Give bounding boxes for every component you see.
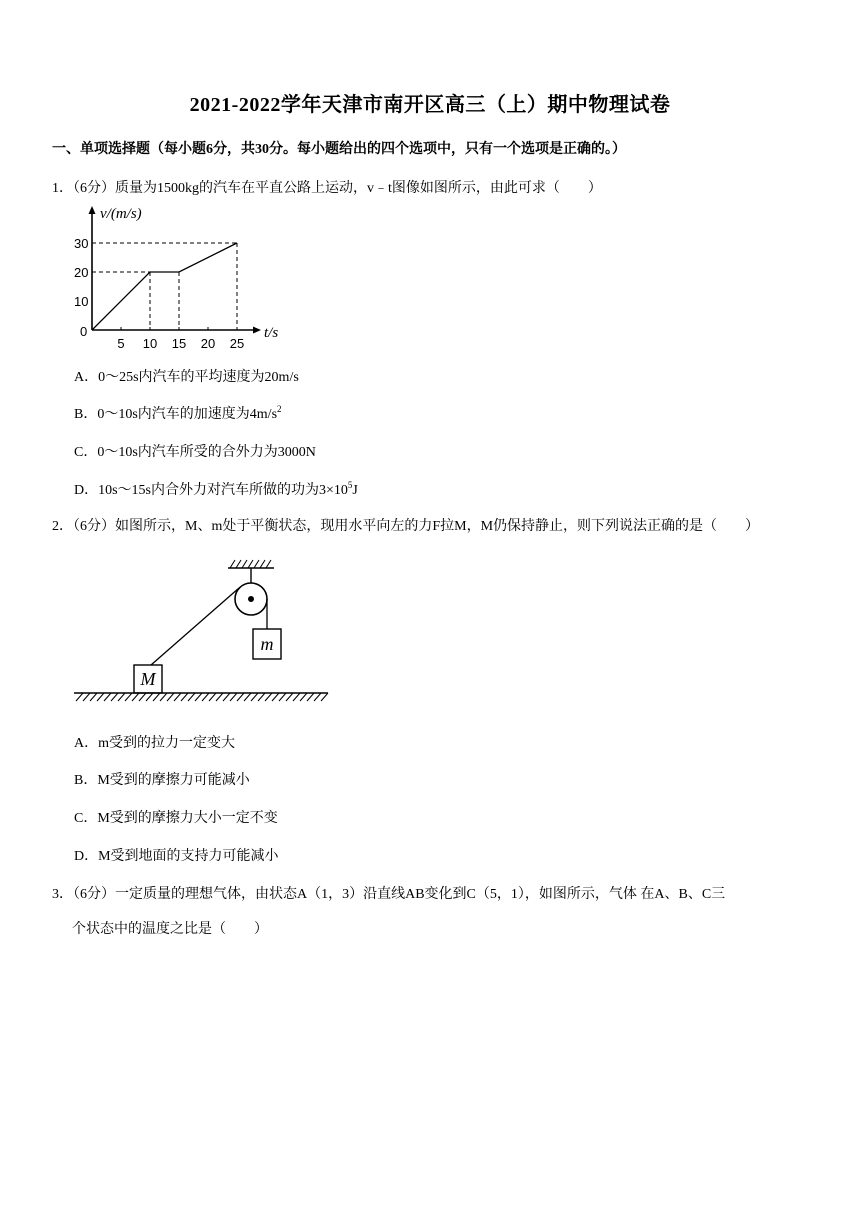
x-axis-arrow: [253, 327, 261, 334]
origin-label: 0: [80, 324, 88, 339]
hatch-line: [153, 693, 160, 701]
x-axis-label: t/s: [264, 325, 279, 341]
question-text: （6分）如图所示，M、m处于平衡状态，现用水平向左的力F拉M，M仍保持静止，则下列说法正确的是（ ）: [73, 519, 760, 534]
y-axis-label: v/(m/s): [100, 206, 142, 222]
hatch-line: [132, 693, 139, 701]
q1-option-b[interactable]: B．0～10s内汽车的加速度为$4m/s^2$: [74, 404, 282, 422]
hatch-line: [118, 693, 125, 701]
hatch-line: [293, 693, 300, 701]
q1-option-c[interactable]: C．0～10s内汽车所受的合外力为3000N: [74, 445, 316, 460]
section-heading: 一、单项选择题（每小题6分，共30分。每小题给出的四个选项中，只有一个选项是正确的。）: [52, 142, 626, 157]
q2-option-c[interactable]: C．M受到的摩擦力大小一定不变: [74, 811, 278, 826]
hatch-line: [146, 693, 153, 701]
question-text: （6分）质量为1500kg的汽车在平直公路上运动，v﹣t图像如图所示，由此可求（ ）: [73, 181, 602, 196]
pulley-axle: [248, 596, 254, 602]
hatch-line: [209, 693, 216, 701]
hatch-line: [307, 693, 314, 701]
hatch-line: [272, 693, 279, 701]
hatch-line: [97, 693, 104, 701]
x-tick-label: 10: [142, 336, 158, 351]
x-tick-label: 15: [171, 336, 187, 351]
question-3: [52, 883, 725, 903]
hatch-line: [286, 693, 293, 701]
y-tick-label: 10: [74, 294, 89, 309]
hatch-line: [83, 693, 90, 701]
hatch-line: [76, 693, 83, 701]
question-2: [52, 515, 759, 535]
question-number: 1．: [52, 181, 73, 196]
hatch-line: [237, 693, 244, 701]
hatch-line: [104, 693, 111, 701]
hatch-line: [90, 693, 97, 701]
vt-graph: [70, 200, 300, 360]
hatch-line: [139, 693, 146, 701]
hatch-line: [216, 693, 223, 701]
hatch-line: [223, 693, 230, 701]
hatch-line: [195, 693, 202, 701]
question-number: 3．: [52, 887, 73, 902]
question-3-line2: 个状态中的温度之比是（ ）: [72, 922, 268, 937]
x-tick-label: 5: [117, 336, 125, 351]
q1-option-d[interactable]: D．10s～15s内合外力对汽车所做的功为$3\times 10^5J$: [74, 480, 358, 498]
hatch-line: [174, 693, 181, 701]
velocity-line: [92, 243, 237, 330]
hatch-line: [321, 693, 328, 701]
hatch-line: [314, 693, 321, 701]
hatch-line: [265, 693, 272, 701]
hatch-line: [202, 693, 209, 701]
y-axis-arrow: [89, 206, 96, 214]
hatch-line: [160, 693, 167, 701]
hatch-line: [167, 693, 174, 701]
q2-option-a[interactable]: A．m受到的拉力一定变大: [74, 736, 235, 751]
hatch-line: [300, 693, 307, 701]
block-m-label: m: [260, 634, 274, 654]
block-M-label: M: [140, 669, 156, 689]
q1-option-a[interactable]: A．0～25s内汽车的平均速度为20m/s: [74, 370, 299, 385]
hatch-line: [251, 693, 258, 701]
hatch-line: [244, 693, 251, 701]
rope-to-M: [151, 588, 239, 665]
hatch-line: [111, 693, 118, 701]
question-number: 2．: [52, 519, 73, 534]
question-text-line1: （6分）一定质量的理想气体，由状态A（1，3）沿直线AB变化到C（5，1），如图所示，气体 在A、B、C三: [73, 887, 726, 902]
x-tick-label: 25: [229, 336, 245, 351]
ground-hatch: [76, 693, 328, 701]
question-1: [52, 177, 602, 197]
pulley-diagram: [70, 555, 340, 705]
q2-option-b[interactable]: B．M受到的摩擦力可能减小: [74, 773, 250, 788]
y-tick-label: 30: [74, 236, 89, 251]
ceiling-hatch: [228, 560, 274, 568]
q2-option-d[interactable]: D．M受到地面的支持力可能减小: [74, 849, 279, 864]
exam-title: 2021-2022学年天津市南开区高三（上）期中物理试卷: [189, 94, 671, 116]
hatch-line: [125, 693, 132, 701]
hatch-line: [258, 693, 265, 701]
y-tick-label: 20: [74, 265, 89, 280]
hatch-line: [181, 693, 188, 701]
hatch-line: [230, 693, 237, 701]
hatch-line: [188, 693, 195, 701]
x-tick-label: 20: [200, 336, 216, 351]
hatch-line: [279, 693, 286, 701]
